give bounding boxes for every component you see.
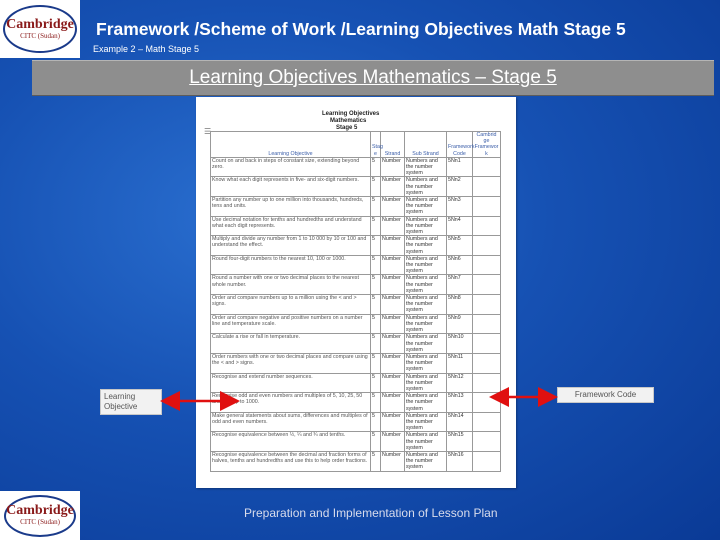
cambridge-framework-cell (473, 295, 501, 315)
objective-cell: Order and compare negative and positive numbers on a number line and temperature scale. (211, 314, 371, 334)
cambridge-framework-cell (473, 451, 501, 471)
strand-cell: Number (381, 412, 405, 432)
stage-cell: 5 (371, 432, 381, 452)
table-row (211, 157, 501, 177)
table-row (211, 197, 501, 217)
objective-cell: Recognise equivalence between ½, ¼ and ¾ and tenths. (211, 432, 371, 452)
logo-subtitle: CITC (Sudan) (20, 518, 60, 526)
framework-code-cell: 5Nn9 (447, 314, 473, 334)
framework-code-cell: 5Nn10 (447, 334, 473, 354)
substrand-cell: Numbers and the number system (405, 451, 447, 471)
framework-code-cell: 5Nn8 (447, 295, 473, 315)
stage-cell: 5 (371, 451, 381, 471)
column-header: Framework Code (447, 132, 473, 158)
framework-code-cell: 5Nn11 (447, 353, 473, 373)
document-title-line: Mathematics (330, 118, 367, 124)
cambridge-framework-cell (473, 393, 501, 413)
strand-cell: Number (381, 216, 405, 236)
cambridge-framework-cell (473, 314, 501, 334)
learning-objective-callout: Learning Objective (100, 389, 162, 415)
strand-cell: Number (381, 353, 405, 373)
framework-code-cell: 5Nn7 (447, 275, 473, 295)
slide-title: Framework /Scheme of Work /Learning Objectives Math Stage 5 (96, 19, 626, 39)
strand-cell: Number (381, 295, 405, 315)
strand-cell: Number (381, 314, 405, 334)
logo-emblem (3, 5, 77, 53)
table-row (211, 334, 501, 354)
substrand-cell: Numbers and the number system (405, 275, 447, 295)
column-header: Learning Objective (211, 132, 371, 158)
framework-code-cell: 5Nn3 (447, 197, 473, 217)
document-title-line: Learning Objectives (322, 111, 380, 117)
stage-cell: 5 (371, 314, 381, 334)
objective-cell: Partition any number up to one million into thousands, hundreds, tens and units. (211, 197, 371, 217)
title-band (32, 60, 714, 96)
table-row (211, 393, 501, 413)
logo-name: Cambridge (6, 503, 74, 518)
substrand-cell: Numbers and the number system (405, 432, 447, 452)
objective-cell: Recognise odd and even numbers and multiples of 5, 10, 25, 50 and 100 up to 1000. (211, 393, 371, 413)
framework-code-cell: 5Nn12 (447, 373, 473, 393)
cambridge-framework-cell (473, 197, 501, 217)
objective-cell: Order numbers with one or two decimal places and compare using the < and > signs. (211, 353, 371, 373)
logo-emblem (4, 495, 76, 537)
strand-cell: Number (381, 197, 405, 217)
cambridge-framework-cell (473, 236, 501, 256)
objective-cell: Know what each digit represents in five- and six-digit numbers. (211, 177, 371, 197)
stage-cell: 5 (371, 216, 381, 236)
strand-cell: Number (381, 177, 405, 197)
framework-code-cell: 5Nn1 (447, 157, 473, 177)
table-row (211, 373, 501, 393)
column-header: Stag e (371, 132, 381, 158)
substrand-cell: Numbers and the number system (405, 216, 447, 236)
table-row (211, 451, 501, 471)
footer-text: Preparation and Implementation of Lesson Plan (244, 506, 498, 520)
substrand-cell: Numbers and the number system (405, 334, 447, 354)
cambridge-framework-cell (473, 157, 501, 177)
substrand-cell: Numbers and the number system (405, 412, 447, 432)
framework-code-cell: 5Nn14 (447, 412, 473, 432)
stage-cell: 5 (371, 157, 381, 177)
framework-code-cell: 5Nn6 (447, 255, 473, 275)
band-title: Learning Objectives Mathematics – Stage 5 (189, 67, 557, 88)
logo-name: Cambridge (6, 16, 74, 32)
substrand-cell: Numbers and the number system (405, 295, 447, 315)
objective-cell: Order and compare numbers up to a million using the < and > signs. (211, 295, 371, 315)
document-title-line: Stage 5 (336, 125, 358, 131)
framework-code-cell: 5Nn13 (447, 393, 473, 413)
strand-cell: Number (381, 236, 405, 256)
framework-code-cell: 5Nn4 (447, 216, 473, 236)
strand-cell: Number (381, 451, 405, 471)
strand-cell: Number (381, 432, 405, 452)
stage-cell: 5 (371, 177, 381, 197)
stage-cell: 5 (371, 353, 381, 373)
stage-cell: 5 (371, 275, 381, 295)
table-row (211, 295, 501, 315)
objective-cell: Use decimal notation for tenths and hundredths and understand what each digit represents. (211, 216, 371, 236)
stage-cell: 5 (371, 236, 381, 256)
strand-cell: Number (381, 255, 405, 275)
substrand-cell: Numbers and the number system (405, 197, 447, 217)
cambridge-framework-cell (473, 216, 501, 236)
objective-cell: Calculate a rise or fall in temperature. (211, 334, 371, 354)
document-title (322, 111, 392, 132)
table-row (211, 255, 501, 275)
column-header: Sub Strand (405, 132, 447, 158)
cambridge-framework-cell (473, 412, 501, 432)
stage-cell: 5 (371, 334, 381, 354)
objective-cell: Recognise equivalence between the decimal and fraction forms of halves, tenths and hundredths and use this to help order fractions. (211, 451, 371, 471)
substrand-cell: Numbers and the number system (405, 373, 447, 393)
cambridge-framework-cell (473, 353, 501, 373)
cambridge-framework-cell (473, 373, 501, 393)
stage-cell: 5 (371, 373, 381, 393)
objective-cell: Make general statements about sums, differences and multiples of odd and even numbers. (211, 412, 371, 432)
framework-code-cell: 5Nn2 (447, 177, 473, 197)
strand-cell: Number (381, 393, 405, 413)
objective-cell: Count on and back in steps of constant size, extending beyond zero. (211, 157, 371, 177)
cambridge-framework-cell (473, 334, 501, 354)
table-row (211, 432, 501, 452)
table-row (211, 314, 501, 334)
slide-subtitle: Example 2 – Math Stage 5 (93, 44, 200, 54)
cambridge-logo-bottom (0, 491, 80, 540)
column-header: Strand (381, 132, 405, 158)
cambridge-framework-cell (473, 275, 501, 295)
table-move-handle-icon[interactable]: ☰ (204, 127, 212, 136)
cambridge-framework-cell (473, 177, 501, 197)
substrand-cell: Numbers and the number system (405, 157, 447, 177)
table-row (211, 275, 501, 295)
table-row (211, 412, 501, 432)
column-header: Cambrid ge Framewor k (473, 132, 501, 158)
stage-cell: 5 (371, 295, 381, 315)
objective-cell: Round four-digit numbers to the nearest 10, 100 or 1000. (211, 255, 371, 275)
strand-cell: Number (381, 157, 405, 177)
cambridge-framework-cell (473, 432, 501, 452)
table-row (211, 177, 501, 197)
framework-code-cell: 5Nn15 (447, 432, 473, 452)
stage-cell: 5 (371, 255, 381, 275)
stage-cell: 5 (371, 393, 381, 413)
stage-cell: 5 (371, 412, 381, 432)
table-header-row (211, 132, 501, 158)
substrand-cell: Numbers and the number system (405, 255, 447, 275)
cambridge-logo-top (0, 0, 80, 58)
logo-subtitle: CITC (Sudan) (20, 31, 60, 40)
framework-code-callout: Framework Code (557, 387, 654, 403)
objectives-table (210, 131, 501, 472)
learning-objectives-document (196, 97, 516, 488)
substrand-cell: Numbers and the number system (405, 236, 447, 256)
strand-cell: Number (381, 373, 405, 393)
strand-cell: Number (381, 275, 405, 295)
substrand-cell: Numbers and the number system (405, 314, 447, 334)
substrand-cell: Numbers and the number system (405, 177, 447, 197)
strand-cell: Number (381, 334, 405, 354)
framework-code-cell: 5Nn5 (447, 236, 473, 256)
table-row (211, 236, 501, 256)
objective-cell: Round a number with one or two decimal places to the nearest whole number. (211, 275, 371, 295)
objective-cell: Recognise and extend number sequences. (211, 373, 371, 393)
substrand-cell: Numbers and the number system (405, 353, 447, 373)
stage-cell: 5 (371, 197, 381, 217)
table-row (211, 353, 501, 373)
framework-code-cell: 5Nn16 (447, 451, 473, 471)
cambridge-framework-cell (473, 255, 501, 275)
table-row (211, 216, 501, 236)
objective-cell: Multiply and divide any number from 1 to 10 000 by 10 or 100 and understand the effect. (211, 236, 371, 256)
substrand-cell: Numbers and the number system (405, 393, 447, 413)
